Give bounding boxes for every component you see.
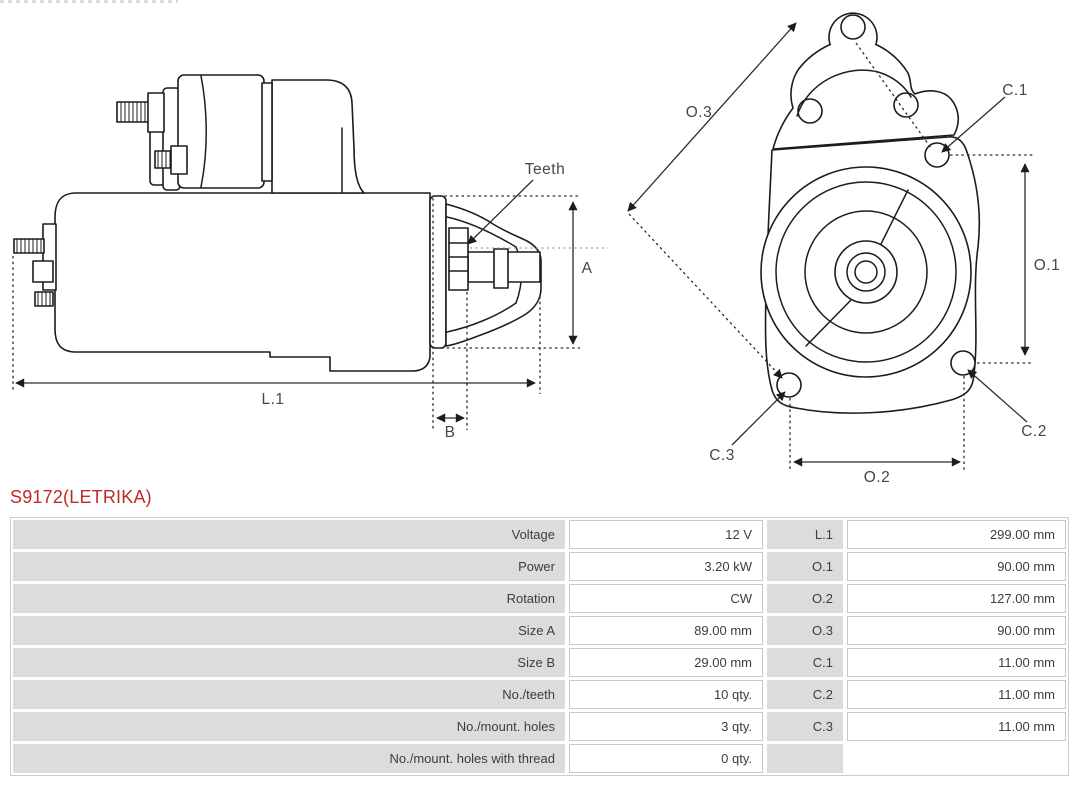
bell-housing xyxy=(773,44,958,149)
dim-label-a: A xyxy=(581,260,593,277)
bolt-hole-c2 xyxy=(951,351,975,375)
spec-dim-value: 299.00 mm xyxy=(847,520,1066,549)
spec-table xyxy=(10,517,1069,776)
table-row xyxy=(13,712,1066,741)
spec-label: Power xyxy=(13,552,565,581)
table-row xyxy=(13,520,1066,549)
leader-line-C3 xyxy=(732,392,785,445)
spec-dim-value: 11.00 mm xyxy=(847,680,1066,709)
spec-value: 0 qty. xyxy=(569,744,763,773)
bolt-hole-c1 xyxy=(925,143,949,167)
solenoid-body xyxy=(178,75,264,188)
dim-label-c3: C.3 xyxy=(709,447,735,464)
spec-value: 29.00 mm xyxy=(569,648,763,677)
table-row xyxy=(13,552,1066,581)
table-row xyxy=(13,648,1066,677)
spec-label: No./mount. holes xyxy=(13,712,565,741)
page-title: S9172(LETRIKA) xyxy=(10,487,152,507)
spec-value: 10 qty. xyxy=(569,680,763,709)
table-row xyxy=(13,744,1066,773)
spec-value: CW xyxy=(569,584,763,613)
dim-label-b: B xyxy=(444,424,456,441)
spec-value: 89.00 mm xyxy=(569,616,763,645)
spec-label: Size A xyxy=(13,616,565,645)
side-view-drawing xyxy=(13,75,608,441)
teeth-label: Teeth xyxy=(524,161,566,178)
ear-hole-left xyxy=(798,99,822,123)
spec-dim-label: C.3 xyxy=(767,712,843,741)
table-row xyxy=(13,680,1066,709)
thrust-collar xyxy=(494,249,508,288)
spec-label: No./mount. holes with thread xyxy=(13,744,565,773)
spec-dim-value xyxy=(847,744,1066,773)
dim-label-c2: C.2 xyxy=(1021,423,1047,440)
spec-dim-value: 127.00 mm xyxy=(847,584,1066,613)
hub-circle xyxy=(835,241,897,303)
spec-value: 3 qty. xyxy=(569,712,763,741)
spec-dim-label: O.3 xyxy=(767,616,843,645)
spec-value: 3.20 kW xyxy=(569,552,763,581)
spec-dim-value: 90.00 mm xyxy=(847,552,1066,581)
motor-body xyxy=(55,193,430,371)
leader-line-C2 xyxy=(968,370,1027,422)
spec-dim-label: O.2 xyxy=(767,584,843,613)
dim-label-c1: C.1 xyxy=(1002,82,1028,99)
spec-dim-value: 11.00 mm xyxy=(847,648,1066,677)
front-view-drawing xyxy=(628,13,1060,486)
spec-label: Rotation xyxy=(13,584,565,613)
dim-label-l1: L.1 xyxy=(261,391,285,408)
table-row xyxy=(13,584,1066,613)
spec-dim-label: L.1 xyxy=(767,520,843,549)
spec-dim-label: C.1 xyxy=(767,648,843,677)
table-row xyxy=(13,616,1066,645)
solenoid-bracket xyxy=(272,80,364,193)
through-bolt xyxy=(14,224,56,306)
spec-dim-value: 11.00 mm xyxy=(847,712,1066,741)
spec-label: Size B xyxy=(13,648,565,677)
spec-dim-label: C.2 xyxy=(767,680,843,709)
terminal-stud-upper xyxy=(117,93,164,132)
spec-dim-value: 90.00 mm xyxy=(847,616,1066,645)
dim-label-o2: O.2 xyxy=(863,469,891,486)
dim-label-o3: O.3 xyxy=(685,104,713,121)
pinion-gear xyxy=(449,228,468,290)
dim-label-o1: O.1 xyxy=(1033,257,1061,274)
spec-dim-label: O.1 xyxy=(767,552,843,581)
spec-dim-label xyxy=(767,744,843,773)
tab-hole xyxy=(841,15,865,39)
spec-label: No./teeth xyxy=(13,680,565,709)
solenoid-lip xyxy=(262,83,272,181)
spec-value: 12 V xyxy=(569,520,763,549)
spec-label: Voltage xyxy=(13,520,565,549)
